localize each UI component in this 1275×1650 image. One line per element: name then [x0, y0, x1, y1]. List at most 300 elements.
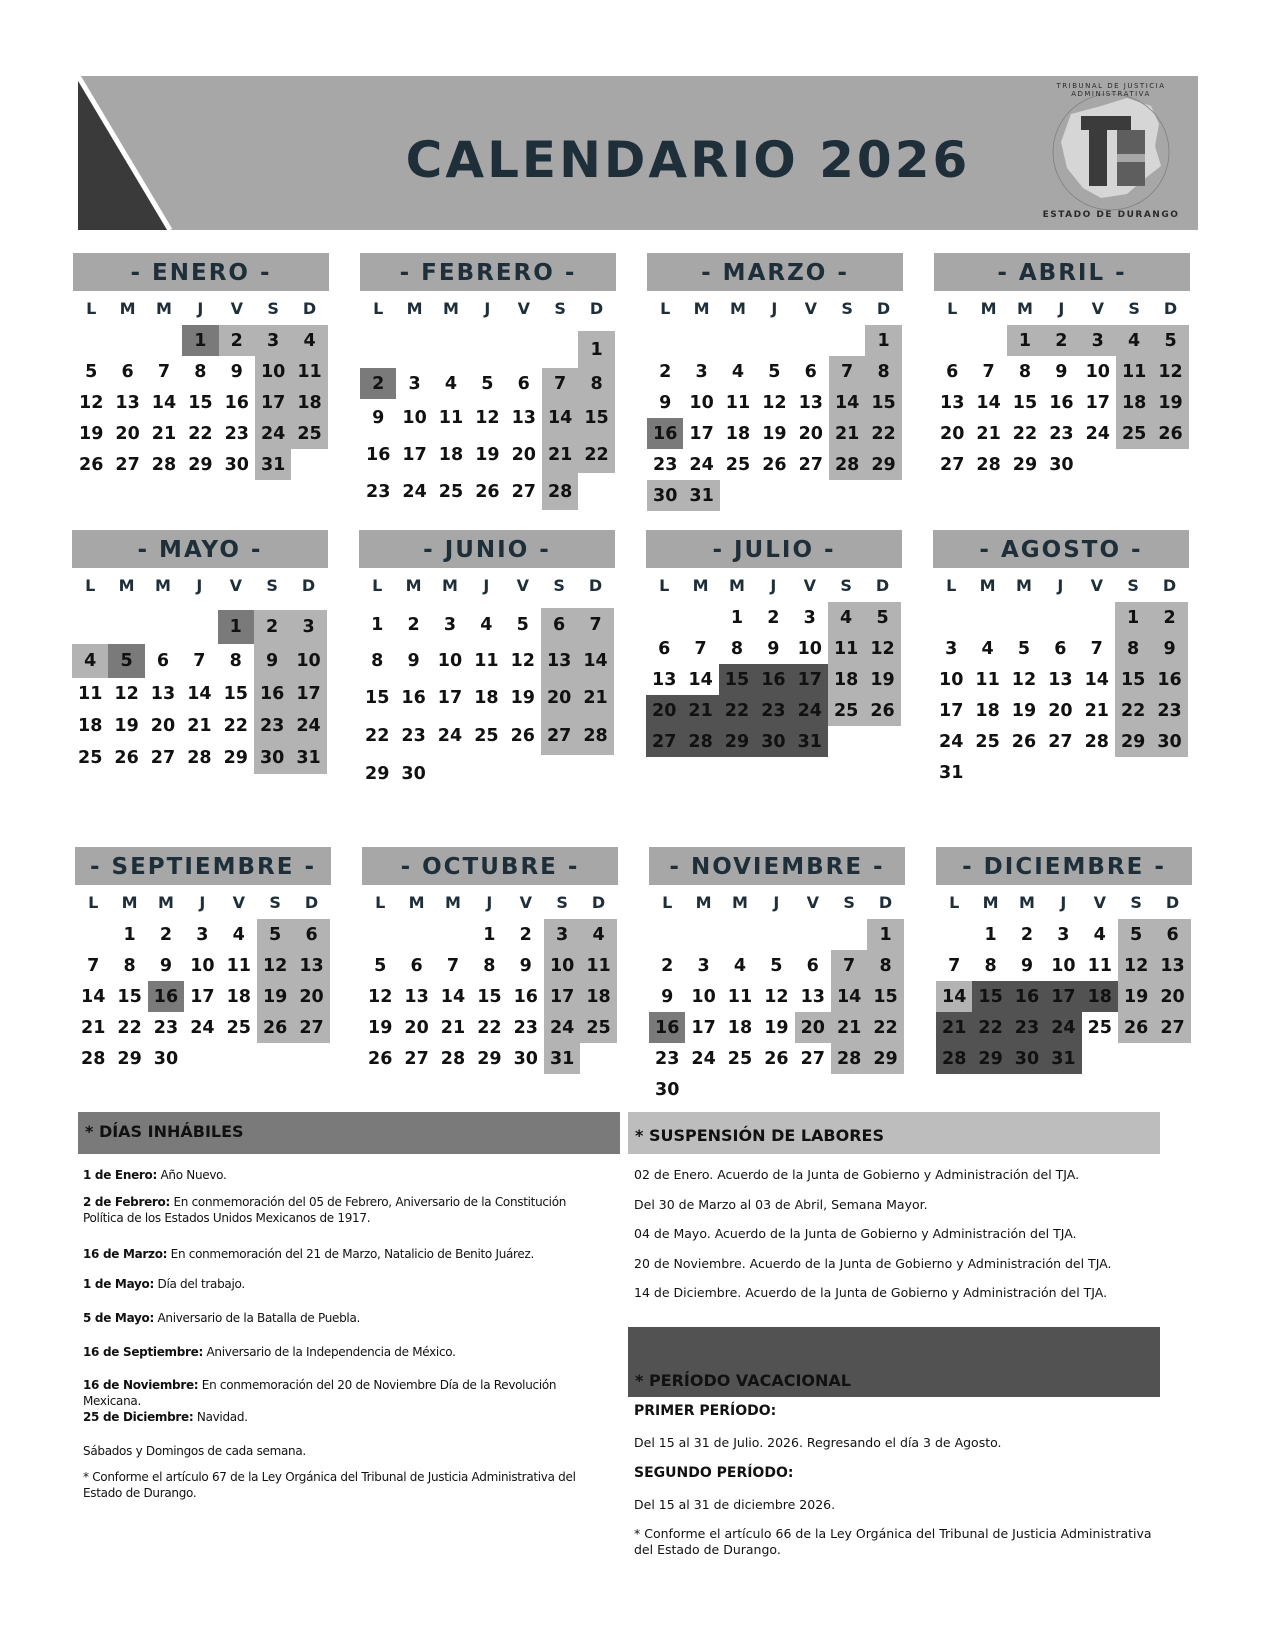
day-cell: 6: [121, 361, 134, 382]
day-cell: 28: [542, 473, 578, 510]
month-0: [73, 253, 329, 480]
day-cell: 13: [1154, 950, 1190, 981]
day-cell: 30: [153, 1048, 179, 1069]
weekday-label: M: [693, 299, 710, 318]
day-cell: 5: [481, 373, 494, 394]
day-cell: 11: [725, 392, 751, 413]
day-cell: 12: [510, 650, 535, 671]
weekday-label: M: [156, 299, 172, 318]
day-cell: 23: [1049, 423, 1074, 444]
day-cell: 17: [1085, 392, 1110, 413]
empty-day-cell: [1006, 602, 1042, 633]
day-cell: 20: [293, 981, 329, 1012]
weekday-label: M: [405, 576, 422, 595]
day-cell: 14: [151, 392, 177, 413]
day-cell: 31: [792, 726, 828, 757]
day-cell: 3: [290, 610, 326, 644]
day-cell: 15: [1115, 664, 1151, 695]
day-cell: 22: [223, 716, 248, 736]
day-cell: 28: [81, 1048, 106, 1069]
day-cell: 29: [477, 1048, 502, 1069]
day-cell: 10: [255, 356, 291, 387]
weekday-label: L: [659, 576, 670, 595]
logo-subtitle: ESTADO DE DURANGO: [1042, 210, 1180, 220]
weekday-label: L: [86, 299, 97, 318]
day-cell: 26: [864, 695, 900, 726]
day-cell: 1: [867, 919, 903, 950]
suspension-item: 14 de Diciembre. Acuerdo de la Junta de Gobierno y Administración del TJA.: [634, 1285, 1108, 1300]
day-cell: 9: [407, 650, 420, 671]
day-cell: 6: [517, 373, 530, 394]
day-cell: 20: [115, 423, 140, 444]
empty-day-cell: [146, 325, 182, 356]
day-cell: 18: [828, 664, 864, 695]
day-cell: 6: [410, 955, 423, 976]
day-cell: 21: [81, 1017, 106, 1038]
second-period-label: SEGUNDO PERÍODO:: [634, 1465, 794, 1481]
day-cell: 25: [226, 1017, 251, 1038]
day-cell: 15: [223, 684, 248, 704]
day-cell: 17: [402, 444, 427, 465]
day-grid: [75, 919, 331, 1074]
day-cell: 13: [511, 407, 536, 428]
day-cell: 11: [1116, 356, 1152, 387]
weekday-label: L: [949, 893, 960, 912]
day-cell: 7: [446, 955, 460, 976]
day-cell: 22: [972, 1012, 1008, 1043]
day-cell: 24: [689, 454, 714, 475]
day-cell: 11: [975, 669, 1000, 690]
day-cell: 5: [85, 361, 98, 382]
weekday-header: [647, 297, 903, 321]
day-cell: 27: [541, 716, 577, 755]
inhabil-text: Año Nuevo.: [156, 1168, 227, 1182]
day-cell: 20: [940, 423, 965, 444]
weekday-label: J: [1060, 893, 1067, 912]
weekday-label: J: [486, 893, 493, 912]
day-cell: 17: [691, 1017, 716, 1038]
day-cell: 26: [510, 725, 535, 746]
empty-day-cell: [1042, 602, 1078, 633]
empty-day-cell: [145, 610, 181, 644]
weekday-label: L: [946, 576, 957, 595]
month-name: - AGOSTO -: [933, 530, 1189, 568]
day-grid: [360, 331, 616, 510]
day-cell: 12: [1152, 356, 1188, 387]
day-grid: [72, 610, 328, 774]
weekday-label: D: [878, 893, 893, 912]
day-cell: 12: [475, 407, 500, 428]
day-cell: 14: [829, 387, 865, 418]
day-cell: 19: [475, 444, 500, 465]
day-cell: 23: [755, 695, 791, 726]
month-6: [646, 530, 902, 757]
day-cell: 16: [401, 687, 426, 708]
day-cell: 7: [694, 638, 707, 659]
empty-day-cell: [396, 331, 432, 368]
day-cell: 27: [404, 1048, 429, 1069]
weekday-label: S: [266, 576, 278, 595]
weekday-label: L: [375, 893, 386, 912]
day-cell: 27: [800, 1048, 825, 1069]
day-cell: 2: [1151, 602, 1187, 633]
day-cell: 2: [407, 615, 420, 635]
day-cell: 21: [976, 423, 1001, 444]
day-cell: 19: [114, 716, 139, 736]
day-cell: 23: [655, 1048, 680, 1069]
day-cell: 5: [374, 955, 387, 976]
day-cell: 19: [762, 423, 787, 444]
day-cell: 23: [401, 725, 426, 746]
day-cell: 15: [972, 981, 1008, 1012]
day-cell: 3: [443, 615, 457, 635]
day-cell: 8: [865, 356, 901, 387]
day-cell: 16: [513, 986, 538, 1007]
day-cell: 9: [767, 638, 780, 659]
day-cell: 14: [1084, 669, 1109, 690]
day-cell: 7: [1090, 638, 1103, 659]
day-cell: 15: [578, 399, 614, 436]
day-cell: 19: [1152, 387, 1188, 418]
day-cell: 11: [474, 650, 499, 671]
day-cell: 17: [1045, 981, 1081, 1012]
weekday-header: [649, 891, 905, 915]
inhabil-text: Aniversario de la Independencia de México.: [203, 1345, 456, 1359]
day-cell: 6: [806, 955, 819, 976]
day-cell: 23: [1009, 1012, 1045, 1043]
empty-day-cell: [685, 919, 721, 950]
empty-day-cell: [506, 331, 542, 368]
day-cell: 21: [936, 1012, 972, 1043]
day-cell: 14: [936, 981, 972, 1012]
day-cell: 25: [725, 454, 751, 475]
day-cell: 15: [365, 687, 390, 708]
first-period-label: PRIMER PERÍODO:: [634, 1403, 777, 1419]
day-cell: 10: [939, 669, 964, 690]
inhabil-text: Aniversario de la Batalla de Puebla.: [153, 1311, 361, 1325]
day-cell: 14: [542, 399, 578, 436]
weekday-header: [75, 891, 331, 915]
day-cell: 1: [730, 607, 744, 628]
day-cell: 19: [257, 981, 293, 1012]
empty-day-cell: [469, 331, 505, 368]
vacaciones-footnote: * Conforme el artículo 66 de la Ley Orgánica del Tribunal de Justicia Administrativa del Estado de Durango.: [634, 1526, 1152, 1557]
empty-day-cell: [542, 331, 578, 368]
day-cell: 21: [542, 436, 578, 473]
inhabil-date: 25 de Diciembre:: [83, 1410, 194, 1424]
day-grid: [936, 919, 1192, 1074]
day-cell: 8: [578, 368, 614, 399]
day-cell: 22: [578, 436, 614, 473]
day-cell: 19: [864, 664, 900, 695]
day-cell: 22: [188, 423, 213, 444]
day-cell: 10: [689, 392, 714, 413]
inhabil-date: 5 de Mayo:: [83, 1311, 154, 1325]
day-cell: 18: [1116, 387, 1152, 418]
day-cell: 22: [365, 725, 390, 746]
day-cell: 13: [150, 684, 176, 704]
weekday-label: M: [692, 576, 709, 595]
day-cell: 30: [513, 1048, 538, 1069]
day-cell: 31: [544, 1043, 580, 1074]
month-11: [936, 847, 1192, 1074]
day-cell: 25: [78, 748, 103, 768]
day-cell: 22: [865, 418, 901, 449]
day-cell: 16: [148, 981, 184, 1012]
day-cell: 2: [254, 610, 290, 644]
day-cell: 29: [972, 1043, 1008, 1074]
day-cell: 28: [936, 1043, 972, 1074]
day-cell: 8: [730, 638, 744, 659]
day-cell: 8: [984, 955, 997, 976]
month-2: [647, 253, 903, 511]
day-cell: 27: [293, 1012, 329, 1043]
weekend-note: Sábados y Domingos de cada semana.: [83, 1444, 306, 1458]
day-cell: 22: [477, 1017, 502, 1038]
day-cell: 7: [87, 955, 100, 976]
day-cell: 13: [404, 986, 429, 1007]
day-cell: 28: [682, 726, 718, 757]
day-cell: 18: [438, 444, 464, 465]
weekday-label: D: [302, 299, 317, 318]
day-cell: 30: [755, 726, 791, 757]
inhabil-text: En conmemoración del 05 de Febrero, Aniversario de la Constitución Política de los Estados Unidos Mexicanos de 1917.: [83, 1195, 567, 1225]
weekday-label: V: [232, 893, 245, 912]
day-cell: 1: [865, 325, 901, 356]
month-name: - ABRIL -: [934, 253, 1190, 291]
day-cell: 23: [366, 481, 391, 502]
day-cell: 29: [1115, 726, 1151, 757]
day-cell: 1: [578, 331, 614, 368]
day-cell: 26: [114, 748, 139, 768]
day-cell: 2: [661, 955, 674, 976]
second-period-text: Del 15 al 31 de diciembre 2026.: [634, 1497, 836, 1512]
weekday-label: M: [729, 576, 745, 595]
day-cell: 19: [1118, 981, 1154, 1012]
day-cell: 30: [224, 454, 249, 475]
day-cell: 10: [797, 638, 822, 659]
day-cell: 1: [123, 924, 136, 945]
weekday-label: S: [840, 576, 852, 595]
day-cell: 19: [510, 687, 535, 708]
day-cell: 29: [365, 763, 390, 784]
day-cell: 12: [257, 950, 293, 981]
empty-day-cell: [722, 919, 758, 950]
weekday-label: D: [589, 299, 604, 318]
day-cell: 1: [182, 325, 218, 356]
day-cell: 16: [1151, 664, 1187, 695]
day-cell: 4: [232, 924, 245, 945]
empty-day-cell: [181, 610, 217, 644]
weekday-label: V: [804, 299, 817, 318]
day-cell: 13: [115, 392, 140, 413]
inhabil-date: 16 de Septiembre:: [83, 1345, 203, 1359]
day-cell: 31: [1045, 1043, 1081, 1074]
weekday-label: M: [982, 893, 999, 912]
suspension-item: 20 de Noviembre. Acuerdo de la Junta de Gobierno y Administración del TJA.: [634, 1255, 1112, 1271]
day-cell: 8: [229, 651, 242, 671]
day-cell: 11: [727, 986, 753, 1007]
day-cell: 21: [829, 418, 865, 449]
suspension-title: * SUSPENSIÓN DE LABORES: [635, 1126, 884, 1145]
weekday-label: D: [875, 576, 890, 595]
day-cell: 30: [647, 480, 683, 511]
day-cell: 6: [1154, 919, 1190, 950]
day-cell: 3: [697, 955, 710, 976]
day-cell: 27: [646, 726, 682, 757]
day-cell: 1: [483, 924, 496, 945]
day-cell: 30: [254, 742, 290, 774]
month-name: - FEBRERO -: [360, 253, 616, 291]
day-cell: 30: [401, 763, 426, 784]
inhabil-date: 1 de Mayo:: [83, 1277, 154, 1291]
day-cell: 4: [72, 644, 108, 678]
weekday-label: V: [229, 576, 242, 595]
day-cell: 3: [803, 607, 816, 628]
day-cell: 7: [157, 361, 171, 382]
logo-seal-icon: [1031, 76, 1191, 228]
day-grid: [73, 325, 329, 480]
day-cell: 24: [255, 418, 291, 449]
empty-day-cell: [72, 610, 108, 644]
weekday-label: M: [155, 576, 171, 595]
weekday-label: M: [1016, 576, 1032, 595]
weekday-label: M: [695, 893, 712, 912]
weekday-header: [646, 574, 902, 598]
empty-day-cell: [831, 919, 867, 950]
day-cell: 10: [1085, 361, 1110, 382]
day-cell: 3: [695, 361, 708, 382]
day-cell: 26: [764, 1048, 789, 1069]
day-cell: 19: [368, 1017, 393, 1038]
day-cell: 8: [483, 955, 496, 976]
day-cell: 5: [1152, 325, 1188, 356]
empty-day-cell: [649, 919, 685, 950]
empty-day-cell: [756, 325, 792, 356]
day-cell: 7: [542, 368, 578, 399]
empty-day-cell: [795, 919, 831, 950]
day-cell: 28: [829, 449, 865, 480]
day-cell: 21: [577, 679, 613, 716]
tja-logo: [1031, 76, 1191, 228]
day-cell: 18: [291, 387, 327, 418]
day-cell: 19: [1011, 700, 1037, 721]
day-cell: 15: [867, 981, 903, 1012]
day-cell: 14: [440, 986, 466, 1007]
weekday-label: V: [230, 299, 243, 318]
day-cell: 24: [290, 710, 326, 742]
day-cell: 29: [719, 726, 755, 757]
day-cell: 13: [541, 642, 577, 679]
day-cell: 15: [865, 387, 901, 418]
day-cell: 28: [577, 716, 613, 755]
day-cell: 31: [939, 762, 964, 783]
day-cell: 23: [653, 454, 678, 475]
day-cell: 30: [1049, 454, 1074, 475]
day-cell: 17: [689, 423, 714, 444]
weekday-header: [936, 891, 1192, 915]
day-cell: 5: [108, 644, 144, 678]
day-cell: 15: [719, 664, 755, 695]
day-cell: 9: [661, 986, 674, 1007]
day-cell: 5: [257, 919, 293, 950]
vacaciones-header: [628, 1327, 1160, 1397]
day-cell: 13: [293, 950, 329, 981]
day-cell: 24: [544, 1012, 580, 1043]
day-cell: 4: [291, 325, 327, 356]
empty-day-cell: [829, 325, 865, 356]
weekday-label: S: [553, 576, 565, 595]
day-cell: 7: [193, 651, 206, 671]
empty-day-cell: [933, 602, 969, 633]
empty-day-cell: [936, 919, 972, 950]
day-cell: 30: [1009, 1043, 1045, 1074]
day-cell: 17: [544, 981, 580, 1012]
weekday-label: L: [88, 893, 99, 912]
day-cell: 3: [408, 373, 421, 394]
day-cell: 4: [733, 955, 747, 976]
inhabil-text: Navidad.: [193, 1410, 248, 1424]
inhabil-date: 1 de Enero:: [83, 1168, 157, 1182]
day-cell: 29: [865, 449, 901, 480]
day-cell: 22: [719, 695, 755, 726]
day-cell: 17: [939, 700, 964, 721]
weekday-header: [360, 297, 616, 321]
day-cell: 21: [187, 716, 212, 736]
weekday-header: [933, 574, 1189, 598]
day-cell: 4: [731, 361, 745, 382]
weekday-label: J: [197, 299, 204, 318]
day-grid: [934, 325, 1190, 480]
day-cell: 23: [153, 1017, 179, 1038]
empty-day-cell: [398, 919, 434, 950]
empty-day-cell: [362, 919, 398, 950]
day-cell: 24: [437, 725, 463, 746]
day-cell: 10: [290, 644, 326, 678]
weekday-header: [73, 297, 329, 321]
day-cell: 25: [1087, 1017, 1112, 1038]
day-cell: 27: [150, 748, 176, 768]
weekday-label: V: [803, 576, 816, 595]
month-name: - JUNIO -: [359, 530, 615, 568]
inhabil-item: [83, 1409, 603, 1425]
month-3: [934, 253, 1190, 480]
day-cell: 2: [219, 325, 255, 356]
day-cell: 24: [402, 481, 427, 502]
suspension-item: 04 de Mayo. Acuerdo de la Junta de Gobierno y Administración del TJA.: [634, 1226, 1077, 1241]
day-cell: 8: [1018, 361, 1032, 382]
day-cell: 5: [1118, 919, 1154, 950]
weekday-label: M: [119, 299, 136, 318]
day-cell: 2: [360, 368, 396, 399]
inhabil-item: [83, 1194, 603, 1226]
day-cell: 27: [940, 454, 965, 475]
day-cell: 14: [688, 669, 713, 690]
day-cell: 31: [290, 742, 326, 774]
day-cell: 22: [867, 1012, 903, 1043]
weekday-label: V: [806, 893, 819, 912]
day-cell: 4: [444, 373, 458, 394]
weekday-label: M: [158, 893, 174, 912]
day-cell: 7: [831, 950, 867, 981]
day-cell: 3: [255, 325, 291, 356]
day-cell: 2: [1020, 924, 1034, 945]
weekday-label: V: [1090, 576, 1103, 595]
weekday-label: S: [556, 893, 568, 912]
inhabil-text: Día del trabajo.: [153, 1277, 245, 1291]
month-name: - ENERO -: [73, 253, 329, 291]
day-cell: 25: [438, 481, 464, 502]
